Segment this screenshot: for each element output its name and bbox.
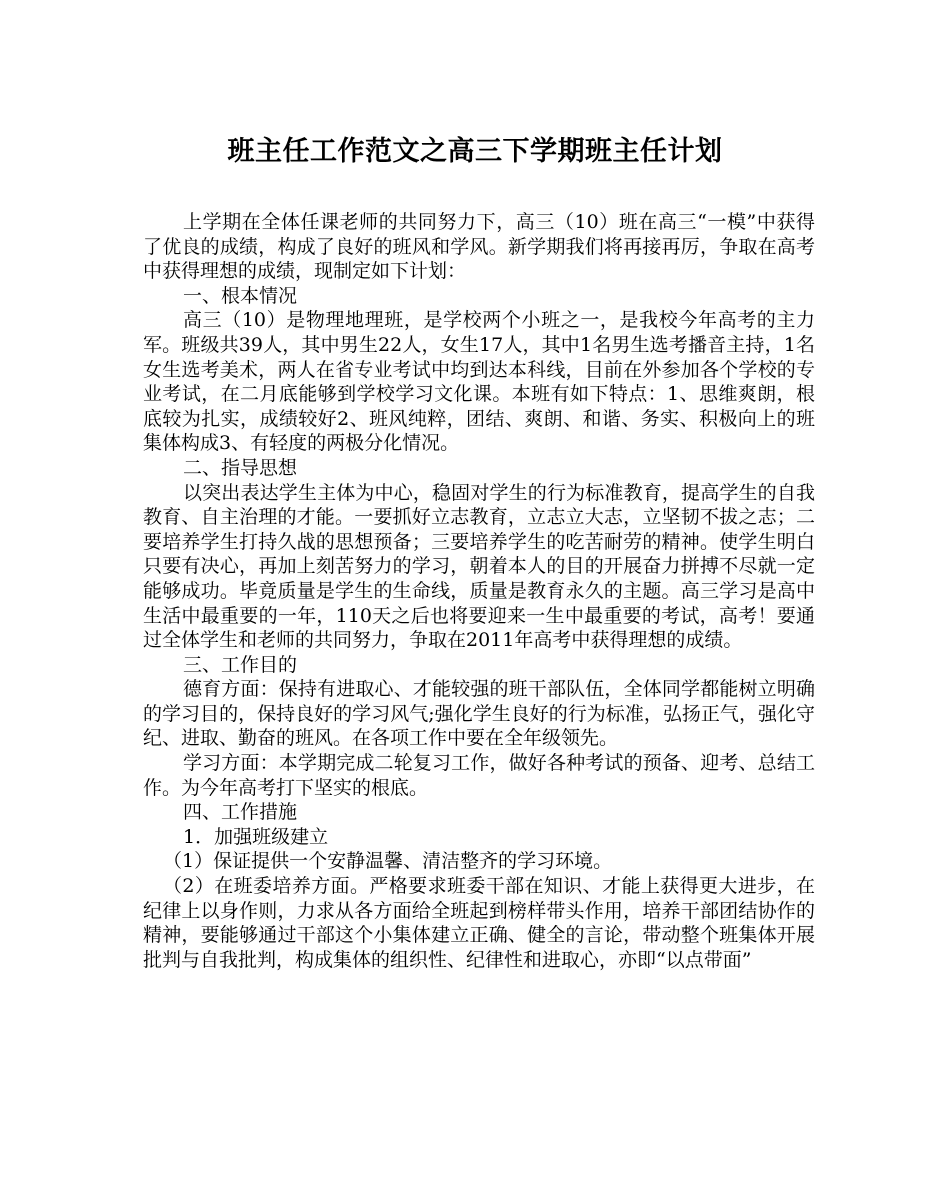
heading-work-goals: 三、工作目的	[183, 653, 298, 676]
paragraph-guiding-thought: 以突出表达学生主体为中心，稳固对学生的行为标准教育，提高学生的自我教育、自主治理的才能。一要抓好立志教育，立志立大志，立坚韧不拔之志；二要培养学生打持久战的思想预备；三要培养学生的吃苦耐劳的精神。使学生明白只要有决心，再加上刻苦努力的学习，朝着本人的目的开展奋力拼搏不尽就一定能够成功。毕竟质量是学生的生命线，质量是教育永久的主题。高三学习是高中生活中最重要的一年，110天之后也将要迎来一生中最重要的考试，高考！要通过全体学生和老师的共同努力，争取在2011年高考中获得理想的成绩。	[143, 481, 815, 652]
list-item-2: （2）在班委培养方面。严格要求班委干部在知识、才能上获得更大进步，在纪律上以身作则，力求从各方面给全班起到榜样带头作用，培养干部团结协作的精神，要能够通过干部这个小集体建立正确、健全的言论，带动整个班集体开展批判与自我批判，构成集体的组织性、纪律性和进取心，亦即“以点带面”	[143, 875, 815, 971]
subheading-class-building: 1．加强班级建立	[183, 825, 329, 848]
heading-basic-situation: 一、根本情况	[183, 284, 298, 307]
list-item-1: （1）保证提供一个安静温馨、清洁整齐的学习环境。	[163, 850, 613, 873]
document-body	[143, 210, 815, 972]
document-title: 班主任工作范文之高三下学期班主任计划	[227, 136, 723, 167]
paragraph-basic-situation: 高三（10）是物理地理班，是学校两个小班之一，是我校今年高考的主力军。班级共39人，其中男生22人，女生17人，其中1名男生选考播音主持，1名女生选考美术，两人在省专业考试中均到达本科线，目前在外参加各个学校的专业考试，在二月底能够到学校学习文化课。本班有如下特点：1、思维爽朗，根底较为扎实，成绩较好2、班风纯粹，团结、爽朗、和谐、务实、积极向上的班集体构成3、有轻度的两极分化情况。	[143, 309, 815, 455]
paragraph-study: 学习方面：本学期完成二轮复习工作，做好各种考试的预备、迎考、总结工作。为今年高考打下坚实的根底。	[143, 752, 815, 799]
heading-work-measures: 四、工作措施	[183, 801, 298, 824]
paragraph-moral-education: 德育方面：保持有进取心、才能较强的班干部队伍，全体同学都能树立明确的学习目的，保持良好的学习风气;强化学生良好的行为标准，弘扬正气，强化守纪、进取、勤奋的班风。在各项工作中要在全年级领先。	[143, 678, 815, 750]
paragraph-intro: 上学期在全体任课老师的共同努力下，高三（10）班在高三“一模”中获得了优良的成绩，构成了良好的班风和学风。新学期我们将再接再厉，争取在高考中获得理想的成绩，现制定如下计划：	[143, 211, 815, 283]
heading-guiding-thought: 二、指导思想	[183, 456, 298, 479]
